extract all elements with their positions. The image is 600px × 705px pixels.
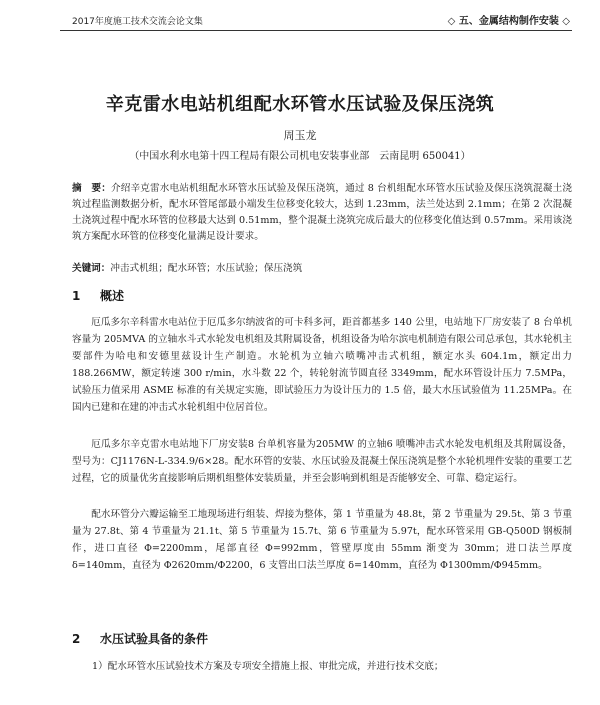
- running-header-right: ◇ 五、金属结构制作安装 ◇: [447, 16, 570, 27]
- section-title: 概述: [100, 289, 125, 303]
- keywords: [72, 261, 572, 277]
- author: 周玉龙: [283, 129, 317, 142]
- section-heading-conditions: [72, 630, 208, 647]
- abstract-text: 介绍辛克雷水电站机组配水环管水压试验及保压浇筑，通过 8 台机组配水环管水压试验及保压浇筑混凝土浇筑过程监测数据分析，配水环管尾部最小端发生位移变化较大，达到 1.23mm，法兰处达到 2.1mm；在第 2 次混凝土浇筑过程中配水环管的位移最大达到 0.51mm，整个混凝土浇筑完成后最大的位移变化值达到 0.57mm。采用该浇筑方案配水环管的位移变化量满足设计要求。: [72, 183, 573, 242]
- body-paragraph-3: 配水环管分六瓣运输至工地现场进行组装、焊接为整体，第 1 节重量为 48.8t，第 2 节重量为 29.5t、第 3 节重量为 27.8t、第 4 节重量为 21.1t、第 5 节重量为 15.7t、第 6 节重量为 5.97t，配水环管采用 GB-Q500D 钢板制作，进口直径 Φ=2200mm，尾部直径 Φ=992mm，管壁厚度由 55mm 渐变为 30mm；进口法兰厚度 δ=140mm，直径为 Φ2620mm/Φ2200，6 支管出口法兰厚度 δ=140mm，直径为 Φ1300mm/Φ945mm。: [72, 509, 572, 571]
- section-heading-overview: [72, 287, 124, 304]
- abstract: [72, 181, 572, 245]
- affiliation: （中国水利水电第十四工程局有限公司机电安装事业部 云南昆明 650041）: [129, 151, 471, 162]
- keywords-text: 冲击式机组；配水环管；水压试验；保压浇筑: [110, 263, 303, 274]
- abstract-label: 摘 要：: [72, 183, 112, 194]
- header-divider: [60, 30, 572, 31]
- body-paragraph-2: 厄瓜多尔辛克雷水电站地下厂房安装8 台单机容量为205MW 的立轴6 喷嘴冲击式水轮发电机组及其附属设备，型号为：CJ1176N-L-334.9/6×28。配水环管的安装、水压试验及混凝土保压浇筑是整个水轮机埋件安装的重要工艺过程，它的质量优劣直接影响后期机组整体安装质量，并至会影响到机组是否能够安全、可靠、稳定运行。: [72, 439, 572, 484]
- body-paragraph-1: 厄瓜多尔辛科雷水电站位于厄瓜多尔纳波省的可卡科多河，距首都基多 140 公里，电站地下厂房安装了 8 台单机容量为 205MVA 的立轴水斗式水轮发电机组及其附属设备，机组设备为哈尔滨电机制造有限公司总承包，其水轮机主要部件为哈电和安德里兹设计生产制造。水轮机为立轴六喷嘴冲击式机组，额定水头 604.1m，额定出力 188.266MW，额定转速 300 r/min，水斗数 22 个，转轮射流节圆直径 3349mm，配水环管设计压力 7.5MPa，试验压力值采用 ASME 标准的有关规定实施，即试验压力为设计压力的 1.5 倍，最大水压试验值为 11.25MPa。在国内已建和在建的冲击式水轮机组中位居首位。: [72, 317, 572, 413]
- section-number: 1: [72, 289, 81, 303]
- list-item: 1）配水环管水压试验技术方案及专项安全措施上报、审批完成，并进行技术交底；: [92, 661, 444, 672]
- keywords-label: 关键词：: [72, 263, 111, 274]
- section-title: 水压试验具备的条件: [100, 632, 209, 646]
- section-number: 2: [72, 632, 81, 646]
- running-header-left: 2017年度施工技术交流会论文集: [72, 17, 203, 27]
- paper-title: 辛克雷水电站机组配水环管水压试验及保压浇筑: [105, 94, 495, 115]
